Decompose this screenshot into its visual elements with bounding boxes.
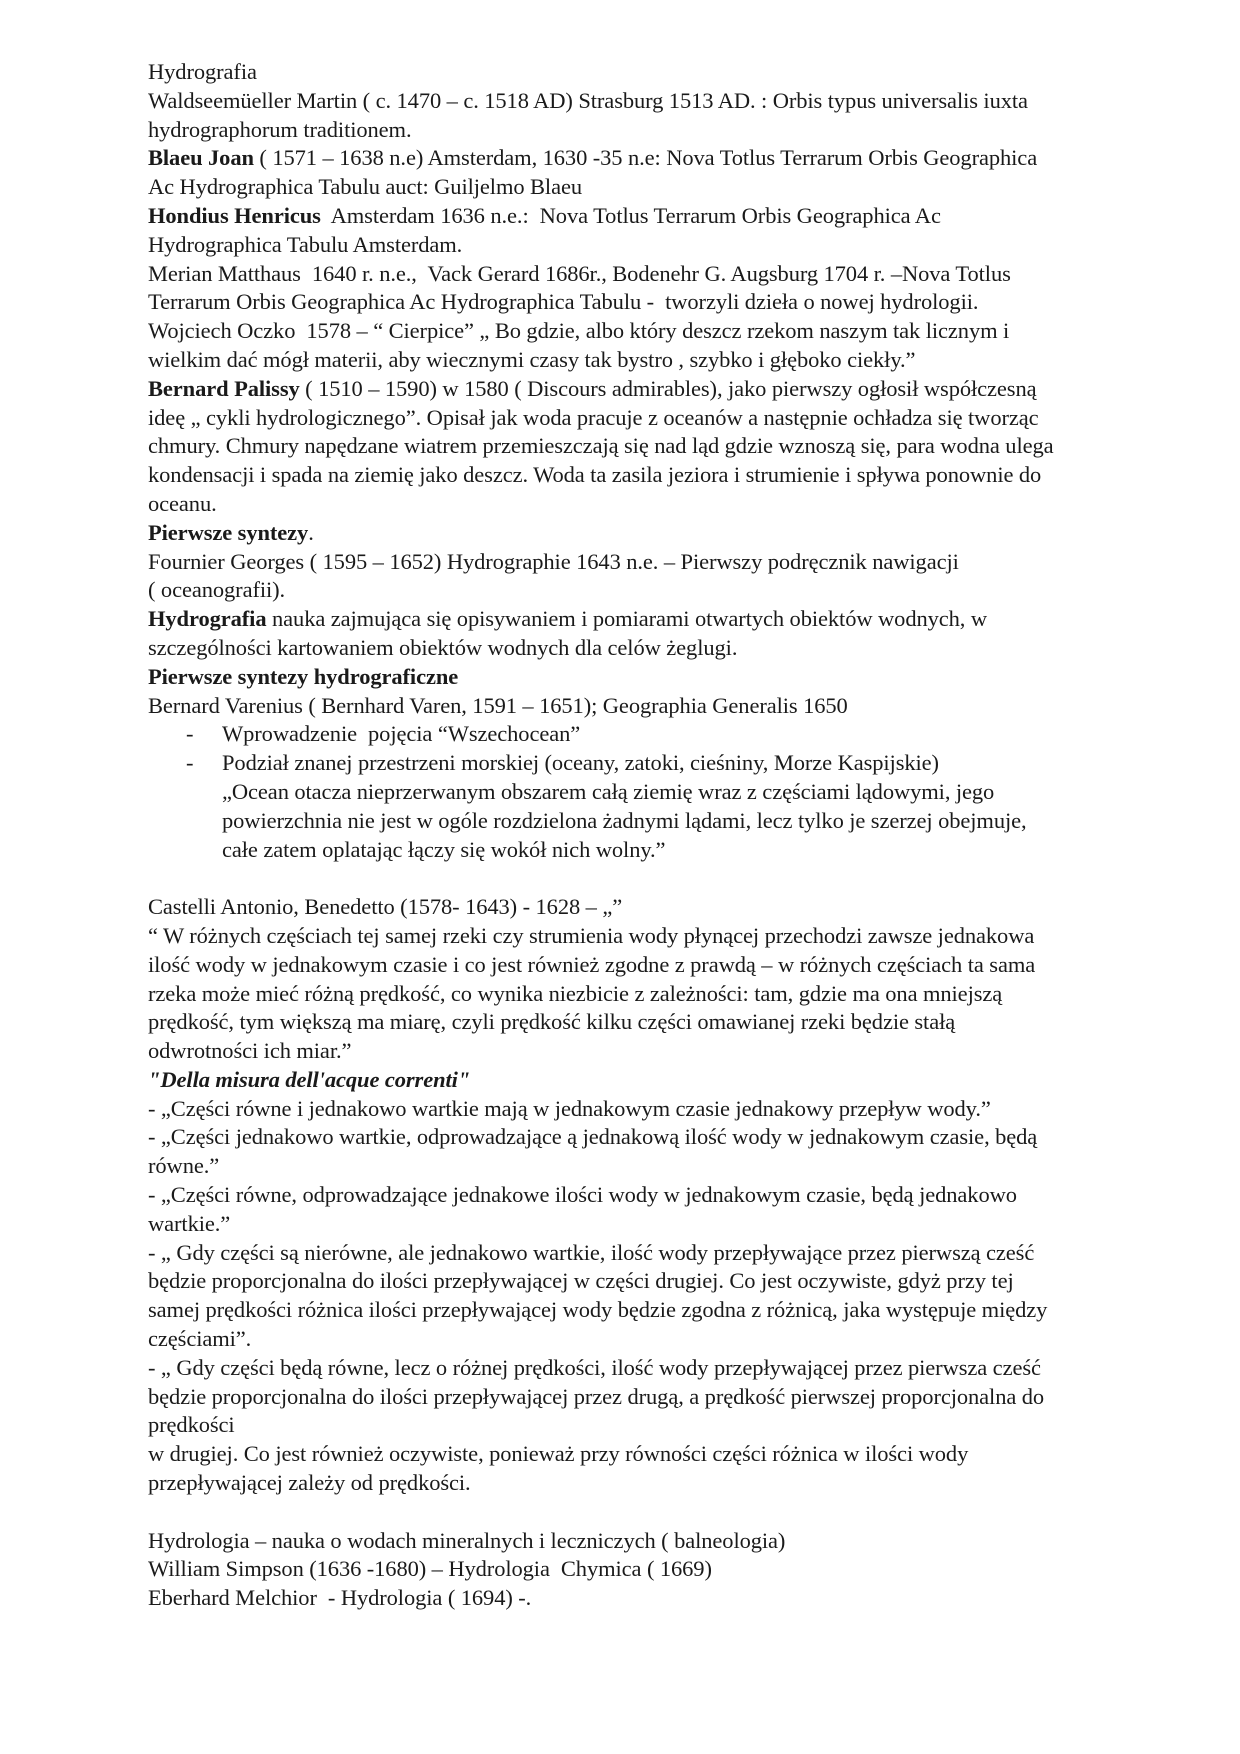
text-line: kondensacji i spada na ziemię jako deszcz. Woda ta zasila jeziora i strumienie i spływa ponownie do	[148, 462, 1042, 488]
text-line: samej prędkości różnica ilości przepływającej wody będzie zgodna z różnicą, jaka występuje między	[148, 1297, 1048, 1323]
text-line: William Simpson (1636 -1680) – Hydrologia Chymica ( 1669)	[148, 1556, 712, 1582]
text-line: częściami”.	[148, 1326, 252, 1352]
text-line	[148, 375, 1173, 404]
text-line: prędkość, tym większą ma miarę, czyli prędkość kilku części omawianej rzeki będzie stałą	[148, 1009, 956, 1035]
list-item-text: Wprowadzenie pojęcia “Wszechocean”	[222, 721, 581, 747]
text-line: Wojciech Oczko 1578 – “ Cierpice” „ Bo gdzie, albo który deszcz rzekom naszym tak licznym i	[148, 318, 1010, 344]
blank-line	[148, 1498, 1173, 1527]
text-span: Amsterdam 1636 n.e.: Nova Totlus Terrarum Orbis Geographica Ac	[320, 202, 941, 228]
text-span: nauka zajmująca się opisywaniem i pomiarami otwartych obiektów wodnych, w	[266, 606, 988, 632]
text-line: Hydrographica Tabulu Amsterdam.	[148, 231, 463, 257]
text-line	[148, 202, 1173, 231]
text-line	[148, 605, 1173, 634]
text-line: Eberhard Melchior - Hydrologia ( 1694) -.	[148, 1585, 532, 1611]
text-line: odwrotności ich miar.”	[148, 1038, 352, 1064]
text-line: chmury. Chmury napędzane wiatrem przemieszczają się nad ląd gdzie wznoszą się, para wodna ulega	[148, 433, 1054, 459]
text-line: w drugiej. Co jest również oczywiste, ponieważ przy równości części różnica w ilości wody	[148, 1441, 969, 1467]
list-item-text: Podział znanej przestrzeni morskiej (oceany, zatoki, cieśniny, Morze Kaspijskie)	[222, 750, 939, 776]
text-line: wielkim dać mógł materii, aby wiecznymi czasy tak bystro , szybko i głęboko ciekły.”	[148, 346, 916, 372]
text-line: - „Części równe, odprowadzające jednakowe ilości wody w jednakowym czasie, będą jednakowo	[148, 1182, 1017, 1208]
text-line: hydrographorum traditionem.	[148, 116, 412, 142]
text-line: oceanu.	[148, 490, 217, 516]
text-line: Waldseemüeller Martin ( c. 1470 – c. 1518 AD) Strasburg 1513 AD. : Orbis typus universalis iuxta	[148, 87, 1028, 113]
text-line: - „Części równe i jednakowo wartkie mają w jednakowym czasie jednakowy przepływ wody.”	[148, 1095, 991, 1121]
author-name-bold: Hondius Henricus	[148, 202, 321, 228]
section-heading-bold: Pierwsze syntezy	[148, 519, 309, 545]
text-span: .	[308, 519, 314, 545]
text-line: - „ Gdy części są nierówne, ale jednakowo wartkie, ilość wody przepływające przez pierwszą cześć	[148, 1239, 1035, 1265]
text-line: Terrarum Orbis Geographica Ac Hydrographica Tabulu - tworzyli dzieła o nowej hydrologii.	[148, 289, 979, 315]
section-heading: Pierwsze syntezy hydrograficzne	[148, 663, 459, 689]
text-line: - „Części jednakowo wartkie, odprowadzające ą jednakową ilość wody w jednakowym czasie, będą	[148, 1124, 1038, 1150]
text-line	[148, 144, 1173, 173]
text-line: “ W różnych częściach tej samej rzeki czy strumienia wody płynącej przechodzi zawsze jednakowa	[148, 922, 1035, 948]
text-line: Castelli Antonio, Benedetto (1578- 1643) - 1628 – „”	[148, 894, 623, 920]
bullet-marker: -	[186, 750, 194, 776]
quote-line: całe zatem oplatając łączy się wokół nich wolny.”	[222, 836, 666, 862]
blank-line	[148, 864, 1173, 893]
text-line: ( oceanografii).	[148, 577, 286, 603]
text-line: rzeka może mieć różną prędkość, co wynika niezbicie z zależności: tam, gdzie ma ona mniejszą	[148, 980, 1003, 1006]
bullet-marker: -	[186, 721, 194, 747]
list-item	[148, 720, 1173, 749]
list-item	[148, 749, 1173, 778]
term-bold: Hydrografia	[148, 606, 267, 632]
text-line: - „ Gdy części będą równe, lecz o różnej prędkości, ilość wody przepływającej przez pierwsza cześć	[148, 1354, 1041, 1380]
text-line: ilość wody w jednakowym czasie i co jest również zgodne z prawdą – w różnych częściach ta sama	[148, 951, 1036, 977]
text-line: przepływającej zależy od prędkości.	[148, 1470, 471, 1496]
text-line: prędkości	[148, 1412, 235, 1438]
document-page	[148, 58, 1173, 1613]
text-line: będzie proporcjonalna do ilości przepływającej przez drugą, a prędkość pierwszej proporcjonalna do	[148, 1383, 1045, 1409]
text-line: Hydrologia – nauka o wodach mineralnych i leczniczych ( balneologia)	[148, 1527, 786, 1553]
quote-line: powierzchnia nie jest w ogóle rozdzielona żadnymi lądami, lecz tylko je szerzej obejmuje,	[222, 807, 1027, 833]
section-heading	[148, 519, 1173, 548]
text-span: ( 1510 – 1590) w 1580 ( Discours admirables), jako pierwszy ogłosił współczesną	[299, 375, 1037, 401]
text-line: Merian Matthaus 1640 r. n.e., Vack Gerard 1686r., Bodenehr G. Augsburg 1704 r. –Nova Totlus	[148, 260, 1011, 286]
text-line: Ac Hydrographica Tabulu auct: Guiljelmo Blaeu	[148, 174, 583, 200]
quote-line: „Ocean otacza nieprzerwanym obszarem całą ziemię wraz z częściami lądowymi, jego	[222, 778, 995, 804]
text-line: Fournier Georges ( 1595 – 1652) Hydrographie 1643 n.e. – Pierwszy podręcznik nawigacji	[148, 548, 959, 574]
book-title: "Della misura dell'acque correnti"	[148, 1066, 471, 1092]
heading-hydrografia: Hydrografia	[148, 59, 257, 84]
text-line: ideę „ cykli hydrologicznego”. Opisał jak woda pracuje z oceanów a następnie ochładza się tworząc	[148, 404, 1039, 430]
text-line: będzie proporcjonalna do ilości przepływającej w części drugiej. Co jest oczywiste, gdyż przy tej	[148, 1268, 1014, 1294]
text-line: szczególności kartowaniem obiektów wodnych dla celów żeglugi.	[148, 634, 738, 660]
text-span: ( 1571 – 1638 n.e) Amsterdam, 1630 -35 n.e: Nova Totlus Terrarum Orbis Geographica	[253, 145, 1038, 171]
text-line: wartkie.”	[148, 1210, 231, 1236]
author-name-bold: Blaeu Joan	[148, 145, 254, 171]
text-line: Bernard Varenius ( Bernhard Varen, 1591 – 1651); Geographia Generalis 1650	[148, 692, 848, 718]
author-name-bold: Bernard Palissy	[148, 375, 300, 401]
text-line: równe.”	[148, 1153, 220, 1179]
